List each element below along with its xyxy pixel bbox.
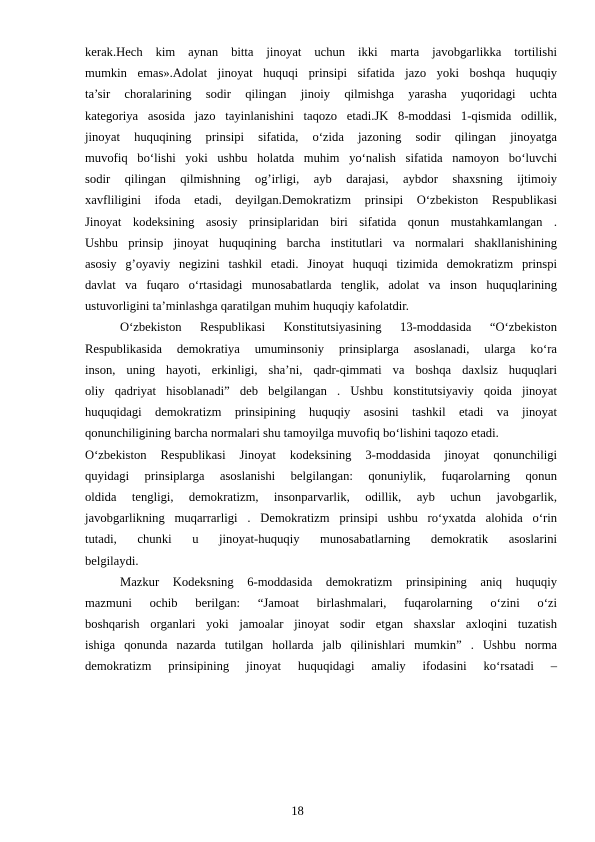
text-line: xavfliligini ifoda etadi, deyilgan.Demokratizm prinsipi O‘zbekiston Respublikasi <box>85 193 557 208</box>
text-line: boshqarish organlari yoki jamoalar jinoyat sodir etgan shaxslar axloqini tuzatish <box>85 617 557 632</box>
page-number: 18 <box>291 804 304 818</box>
text-line: mazmuni ochib berilgan: “Jamoat birlashmalari, fuqarolarning o‘zini o‘zi <box>85 595 557 610</box>
document-body <box>85 42 557 678</box>
text-line: ishiga qonunda nazarda tutilgan hollarda jalb qilinishlari mumkin” . Ushbu norma <box>85 638 557 653</box>
text-line: asosiy g’oyaviy negizini tashkil etadi. Jinoyat huquqi tizimida demokratizm prinspi <box>85 256 557 271</box>
text-line: demokratizm prinsipining jinoyat huquqidagi amaliy ifodasini ko‘rsatadi – <box>85 659 557 674</box>
text-line: quyidagi prinsiplarga asoslanishi belgilangan: qonuniylik, fuqarolarning qonun <box>85 468 557 483</box>
text-line: belgilaydi. <box>85 553 139 568</box>
text-line: O‘zbekiston Respublikasi Konstitutsiyasining 13-moddasida “O‘zbekiston <box>120 320 557 335</box>
text-line: ta’sir choralarining sodir qilingan jinoiy qilmishga yarasha yuqoridagi uchta <box>85 87 557 102</box>
text-line: kerak.Hech kim aynan bitta jinoyat uchun ikki marta javobgarlikka tortilishi <box>85 45 557 59</box>
text-line: oldida tengligi, demokratizm, insonparvarlik, odillik, ayb uchun javobgarlik, <box>85 489 557 504</box>
text-line: Respublikasida demokratiya umuminsoniy prinsiplarga asoslanadi, ularga ko‘ra <box>85 341 557 356</box>
text-line: javobgarlikning muqarrarligi . Demokratizm prinsipi ushbu ro‘yxatda alohida o‘rin <box>85 511 557 526</box>
text-line: davlat va fuqaro o‘rtasidagi munosabatlarda tenglik, adolat va inson huquqlarining <box>85 278 557 293</box>
text-line: ustuvorligini ta’minlashga qaratilgan muhim huquqiy kafolatdir. <box>85 299 409 314</box>
text-line: jinoyat huquqining prinsipi sifatida, o‘zida jazoning sodir qilingan jinoyatga <box>85 129 557 144</box>
text-line: mumkin emas».Adolat jinoyat huquqi prinsipi sifatida jazo yoki boshqa huquqiy <box>85 66 557 81</box>
text-line: sodir qilingan qilmishning og’irligi, ayb darajasi, aybdor shaxsning ijtimoiy <box>85 172 557 187</box>
text-line: inson, uning hayoti, erkinligi, sha’ni, qadr-qimmati va boshqa daxlsiz huquqlari <box>85 362 557 377</box>
text-line: kategoriya asosida jazo tayinlanishini taqozo etadi.JK 8-moddasi 1-qismida odillik, <box>85 108 557 123</box>
text-line: qonunchiligining barcha normalari shu tamoyilga muvofiq bo‘lishini taqozo etadi. <box>85 426 499 441</box>
text-line: Mazkur Kodeksning 6-moddasida demokratizm prinsipining aniq huquqiy <box>120 574 557 589</box>
text-line: huquqidagi demokratizm prinsipining huquqiy asosini tashkil etadi va jinoyat <box>85 405 557 420</box>
text-line: Jinoyat kodeksining asosiy prinsiplaridan biri sifatida qonun mustahkamlangan . <box>85 214 557 229</box>
text-line: oliy qadriyat hisoblanadi” deb belgilangan . Ushbu konstitutsiyaviy qoida jinoyat <box>85 384 557 398</box>
text-line: tutadi, chunki u jinoyat-huquqiy munosabatlarning demokratik asoslarini <box>85 532 557 547</box>
text-line: O‘zbekiston Respublikasi Jinoyat kodeksining 3-moddasida jinoyat qonunchiligi <box>85 447 557 462</box>
text-line: muvofiq bo‘lishi yoki ushbu holatda muhim yo‘nalish sifatida namoyon bo‘luvchi <box>85 150 557 165</box>
text-line: Ushbu prinsip jinoyat huquqining barcha institutlari va normalari shakllanishining <box>85 235 557 250</box>
